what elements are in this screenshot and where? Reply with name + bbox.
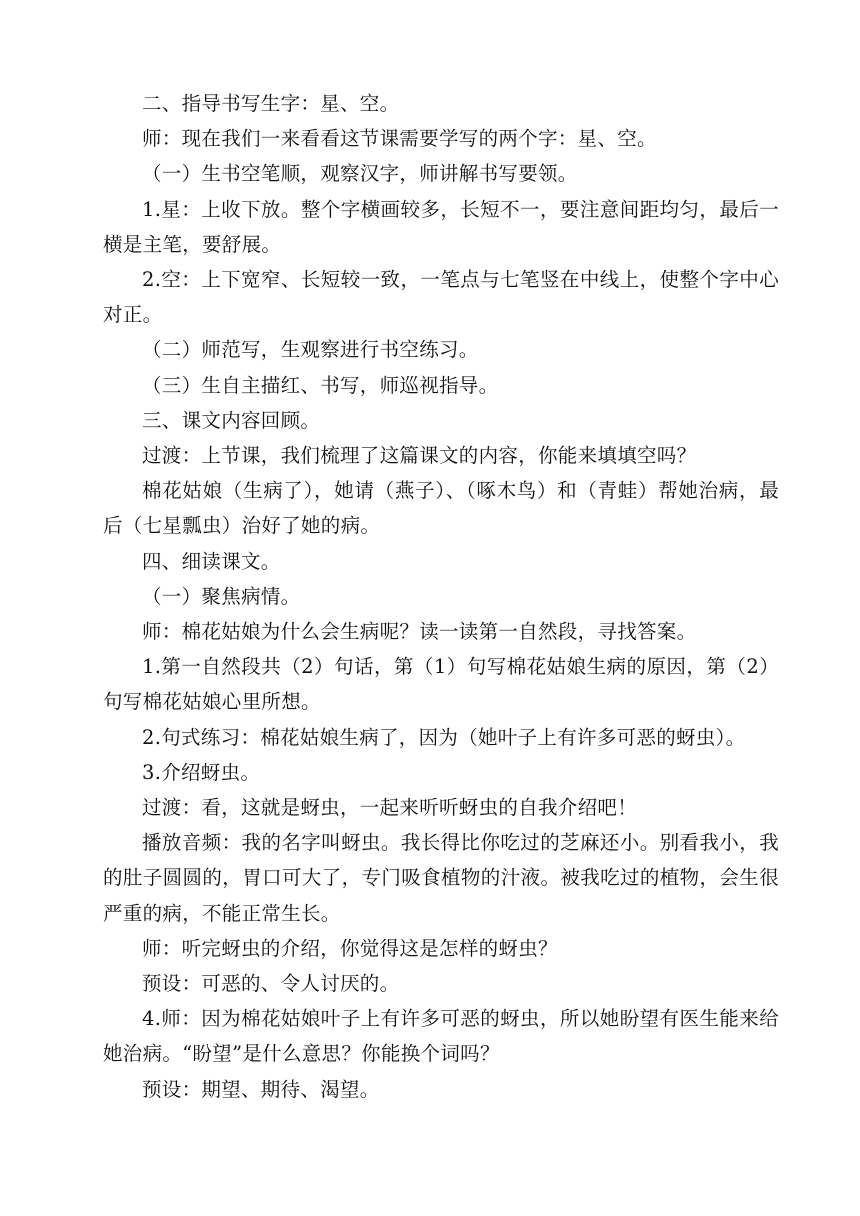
preset-answer-panwang: 预设：期望、期待、渴望。: [142, 1077, 380, 1101]
character-kong-guide: 2.空：上下宽窄、长短较一致，一笔点与七笔竖在中线上，使整个字中心对正。: [103, 268, 779, 327]
subheading-student-practice: （三）生自主描红、书写，师巡视指导。: [142, 373, 499, 397]
document-page: [103, 86, 779, 1107]
subheading-illness: （一）聚焦病情。: [142, 584, 301, 608]
heading-close-reading: 四、细读课文。: [142, 549, 281, 573]
subheading-stroke-order: （一）生书空笔顺，观察汉字，师讲解书写要领。: [142, 162, 578, 186]
paragraph-analysis: 1.第一自然段共（2）句话，第（1）句写棉花姑娘生病的原因，第（2）句写棉花姑娘心里所想。: [103, 655, 779, 714]
subheading-teacher-demo: （二）师范写，生观察进行书空练习。: [142, 338, 479, 362]
aphid-intro-heading: 3.介绍蚜虫。: [142, 760, 261, 784]
teacher-question-illness: 师：棉花姑娘为什么会生病呢？读一读第一自然段，寻找答案。: [142, 620, 697, 644]
preset-answer-aphid: 预设：可恶的、令人讨厌的。: [142, 972, 400, 996]
character-xing-guide: 1.星：上收下放。整个字横画较多，长短不一，要注意间距均匀，最后一横是主笔，要舒展。: [103, 197, 779, 256]
fill-in-blank-summary: 棉花姑娘（生病了），她请（燕子）、（啄木鸟）和（青蛙）帮她治病，最后（七星瓢虫）治好了她的病。: [103, 479, 779, 538]
heading-writing-guidance: 二、指导书写生字：星、空。: [142, 92, 400, 115]
transition-review: 过渡：上节课，我们梳理了这篇课文的内容，你能来填填空吗？: [142, 444, 697, 468]
teacher-question-panwang: 4.师：因为棉花姑娘叶子上有许多可恶的蚜虫，所以她盼望有医生能来给她治病。“盼望”是什么意思？你能换个词吗？: [103, 1007, 779, 1066]
heading-review: 三、课文内容回顾。: [142, 408, 321, 432]
teacher-question-aphid: 师：听完蚜虫的介绍，你觉得这是怎样的蚜虫？: [142, 936, 558, 960]
sentence-practice: 2.句式练习：棉花姑娘生病了，因为（她叶子上有许多可恶的蚜虫）。: [142, 725, 746, 749]
audio-script: 播放音频：我的名字叫蚜虫。我长得比你吃过的芝麻还小。别看我小，我的肚子圆圆的，胃口可大了，专门吸食植物的汁液。被我吃过的植物，会生很严重的病，不能正常生长。: [103, 831, 779, 925]
transition-aphid: 过渡：看，这就是蚜虫，一起来听听蚜虫的自我介绍吧！: [142, 796, 638, 820]
teacher-intro-line: 师：现在我们一来看看这节课需要学写的两个字：星、空。: [142, 127, 657, 151]
